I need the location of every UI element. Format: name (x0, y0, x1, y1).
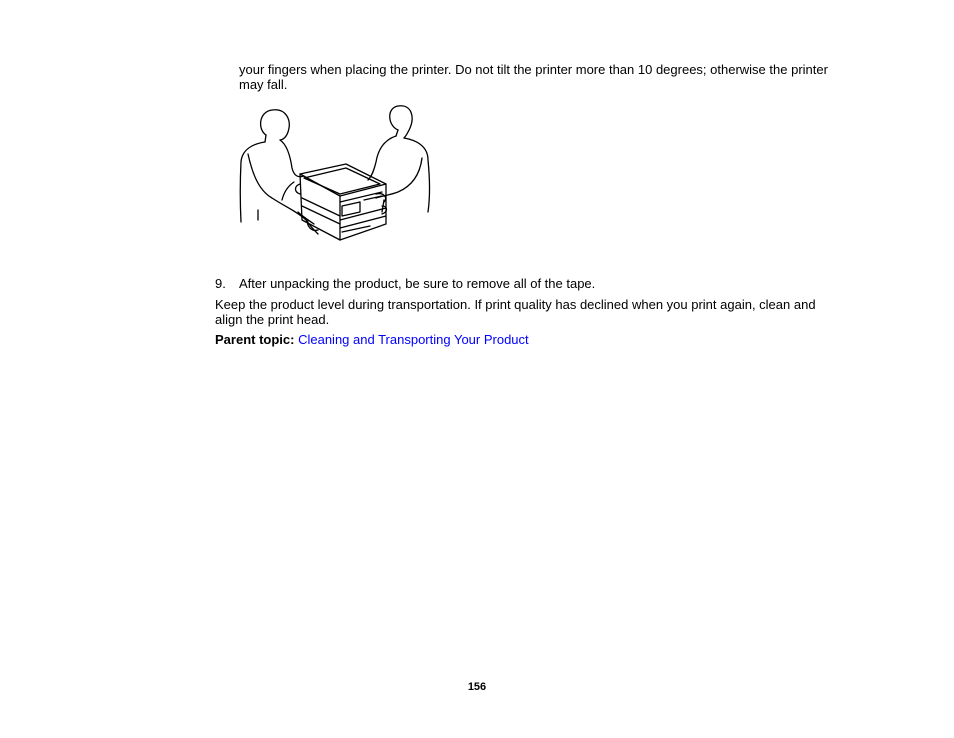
step-item (215, 276, 835, 291)
printer-carrying-illustration (236, 102, 436, 248)
left-person-figure (240, 110, 318, 234)
parent-topic-line (215, 332, 835, 347)
continuation-paragraph: your fingers when placing the printer. Do not tilt the printer more than 10 degrees; otherwise the printer may fall. (239, 62, 828, 92)
parent-topic-label: Parent topic: (215, 332, 295, 347)
page-number: 156 (467, 681, 487, 693)
right-person-figure (368, 106, 430, 212)
parent-topic-link[interactable]: Cleaning and Transporting Your Product (298, 332, 529, 347)
note-paragraph: Keep the product level during transportation. If print quality has declined when you print again, clean and align the print head. (215, 297, 816, 327)
printer-figure (296, 164, 387, 240)
step-text: After unpacking the product, be sure to remove all of the tape. (239, 276, 596, 291)
step-number: 9. (215, 276, 226, 291)
